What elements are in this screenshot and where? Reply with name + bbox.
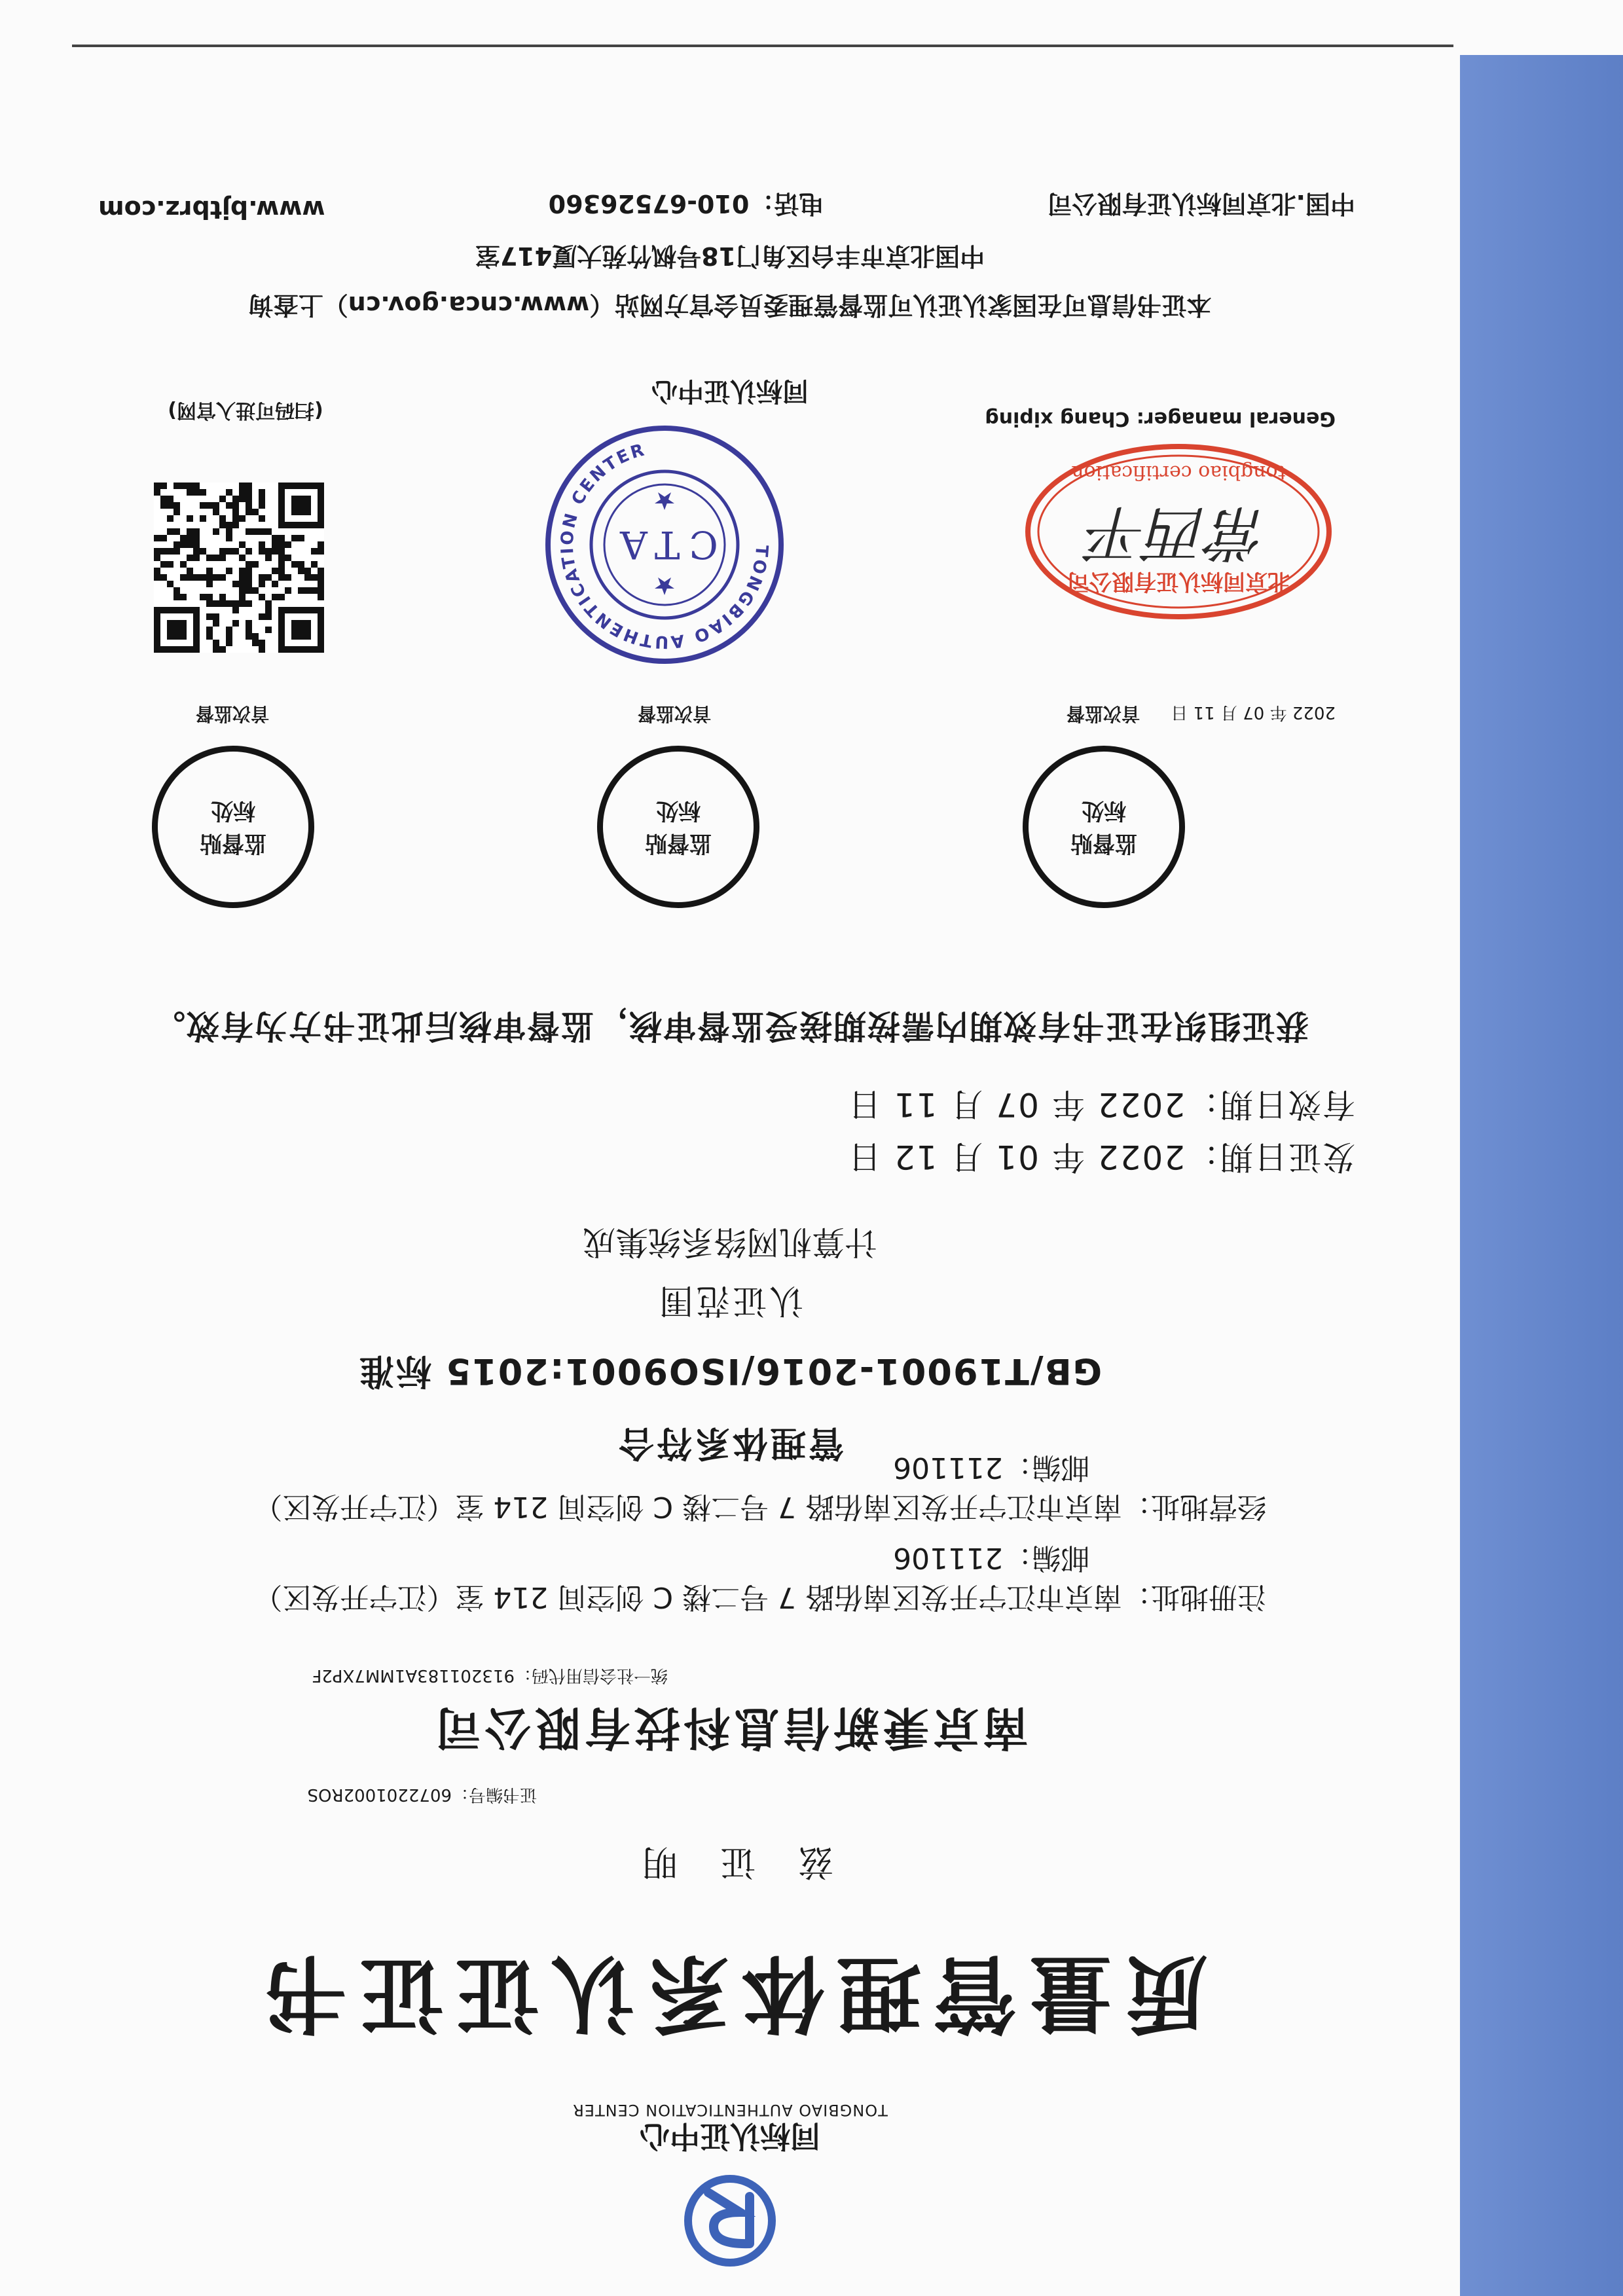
certificate-number-value: 6072201002ROS xyxy=(307,1785,452,1804)
sticker-circle-line1: 监督贴 xyxy=(200,830,266,856)
certificate-title: 质量管理体系认证证书 xyxy=(252,1944,1209,2041)
footer-verification: 本证书信息可在国家认证认可监督管理委员会官方网站（www.cnca.gov.cn）上查询 xyxy=(248,291,1212,319)
credit-code-value: 913201183A1MM7XP2F xyxy=(312,1666,515,1685)
tongbiao-logo-icon xyxy=(681,2172,779,2270)
seal-date: 2022 年 07 月 11 日 xyxy=(1171,702,1336,722)
surveillance-sticker-circle xyxy=(597,746,759,908)
certificate-number-label: 证书编号： xyxy=(451,1785,537,1804)
cta-letters: CTA xyxy=(611,522,718,567)
surveillance-caption: 首次监督 xyxy=(1067,703,1140,725)
issue-date-value: 2022 年 01 月 12 日 xyxy=(847,1138,1185,1176)
sticker-circle-line2: 标处 xyxy=(1082,797,1126,824)
scope-title: 认证范围 xyxy=(657,1281,804,1320)
credit-code xyxy=(312,1665,668,1689)
general-manager: General manager: Chang xiping xyxy=(985,407,1336,430)
sticker-circle-line2: 标处 xyxy=(656,797,701,824)
company-name: 南京秉新信息科技有限公司 xyxy=(431,1701,1029,1755)
surveillance-caption: 首次监督 xyxy=(638,703,712,725)
issuer-name-cn: 同标认证中心 xyxy=(640,2119,820,2154)
issue-date xyxy=(847,1136,1355,1183)
footer-company: 中国.北京同标认证有限公司 xyxy=(1047,189,1355,218)
issue-date-label: 发证日期： xyxy=(1185,1138,1355,1176)
sticker-circle-line1: 监督贴 xyxy=(1070,830,1137,856)
registered-zip-label: 邮编： xyxy=(1003,1541,1090,1575)
registered-zip-value: 211106 xyxy=(893,1541,1004,1575)
conformity-statement: 管理体系符合 xyxy=(616,1423,844,1464)
credit-code-label: 统一社会信用代码： xyxy=(514,1666,668,1685)
company-seal-stamp xyxy=(1015,437,1342,627)
validity-note: 获证组织在证书有效期内需按期接受监督审核，监督审核后此证书方为有效。 xyxy=(151,1007,1309,1045)
scope: 计算机网络系统集成 xyxy=(583,1223,877,1261)
cta-authority-seal-icon xyxy=(543,424,786,666)
footer-phone xyxy=(549,188,824,224)
surveillance-caption: 首次监督 xyxy=(196,703,270,725)
surveillance-sticker-circle xyxy=(1023,746,1185,908)
footer-phone-label: 电话： xyxy=(749,189,824,218)
blue-margin-strip xyxy=(1460,55,1623,2296)
qr-caption: (扫码可进入官网) xyxy=(168,399,323,422)
seal-text-en: tongbiao certification xyxy=(1071,461,1286,484)
signature: 常西平 xyxy=(1087,498,1269,568)
certificate-number xyxy=(308,1784,537,1808)
footer-phone-value: 010-67526360 xyxy=(548,189,750,218)
surveillance-sticker-circle xyxy=(152,746,314,908)
valid-date-label: 有效日期： xyxy=(1185,1085,1355,1123)
qr-code-icon xyxy=(154,483,324,653)
registered-address-value: 南京市江宁开发区南佑路 7 号二楼 C 创空间 214 室（江宁开发区） xyxy=(253,1580,1123,1614)
sticker-circle-line2: 标处 xyxy=(211,797,255,824)
business-zip-value: 211106 xyxy=(893,1451,1004,1484)
standard: GB/T19001-2016/ISO9001:2015 标准 xyxy=(357,1351,1103,1392)
certify-text: 兹 证 明 xyxy=(626,1842,834,1883)
footer-website: www.bjtbrz.com xyxy=(98,195,325,224)
business-address xyxy=(253,1455,1303,1564)
valid-date-value: 2022 年 07 月 11 日 xyxy=(847,1085,1185,1123)
footer-contacts xyxy=(98,188,1355,224)
business-address-label: 经营地址： xyxy=(1122,1490,1267,1523)
footer-address: 中国北京市丰台区角门18号枫竹苑大厦417室 xyxy=(475,242,985,270)
business-address-value: 南京市江宁开发区南佑路 7 号二楼 C 创空间 214 室（江宁开发区） xyxy=(253,1490,1123,1523)
seal-text: 北京同标认证有限公司 xyxy=(1067,568,1290,594)
cta-name-text: 同标认证中心 xyxy=(651,376,809,406)
cta-ring-text: TONGBIAO AUTHENTICATION CENTER xyxy=(557,440,772,652)
issuer-name-en: TONGBIAO AUTHENTICATION CENTER xyxy=(572,2101,888,2119)
valid-date xyxy=(847,1084,1355,1131)
registered-address-label: 注册地址： xyxy=(1122,1580,1267,1614)
business-zip-label: 邮编： xyxy=(1003,1451,1090,1484)
sticker-circle-line1: 监督贴 xyxy=(645,830,712,856)
